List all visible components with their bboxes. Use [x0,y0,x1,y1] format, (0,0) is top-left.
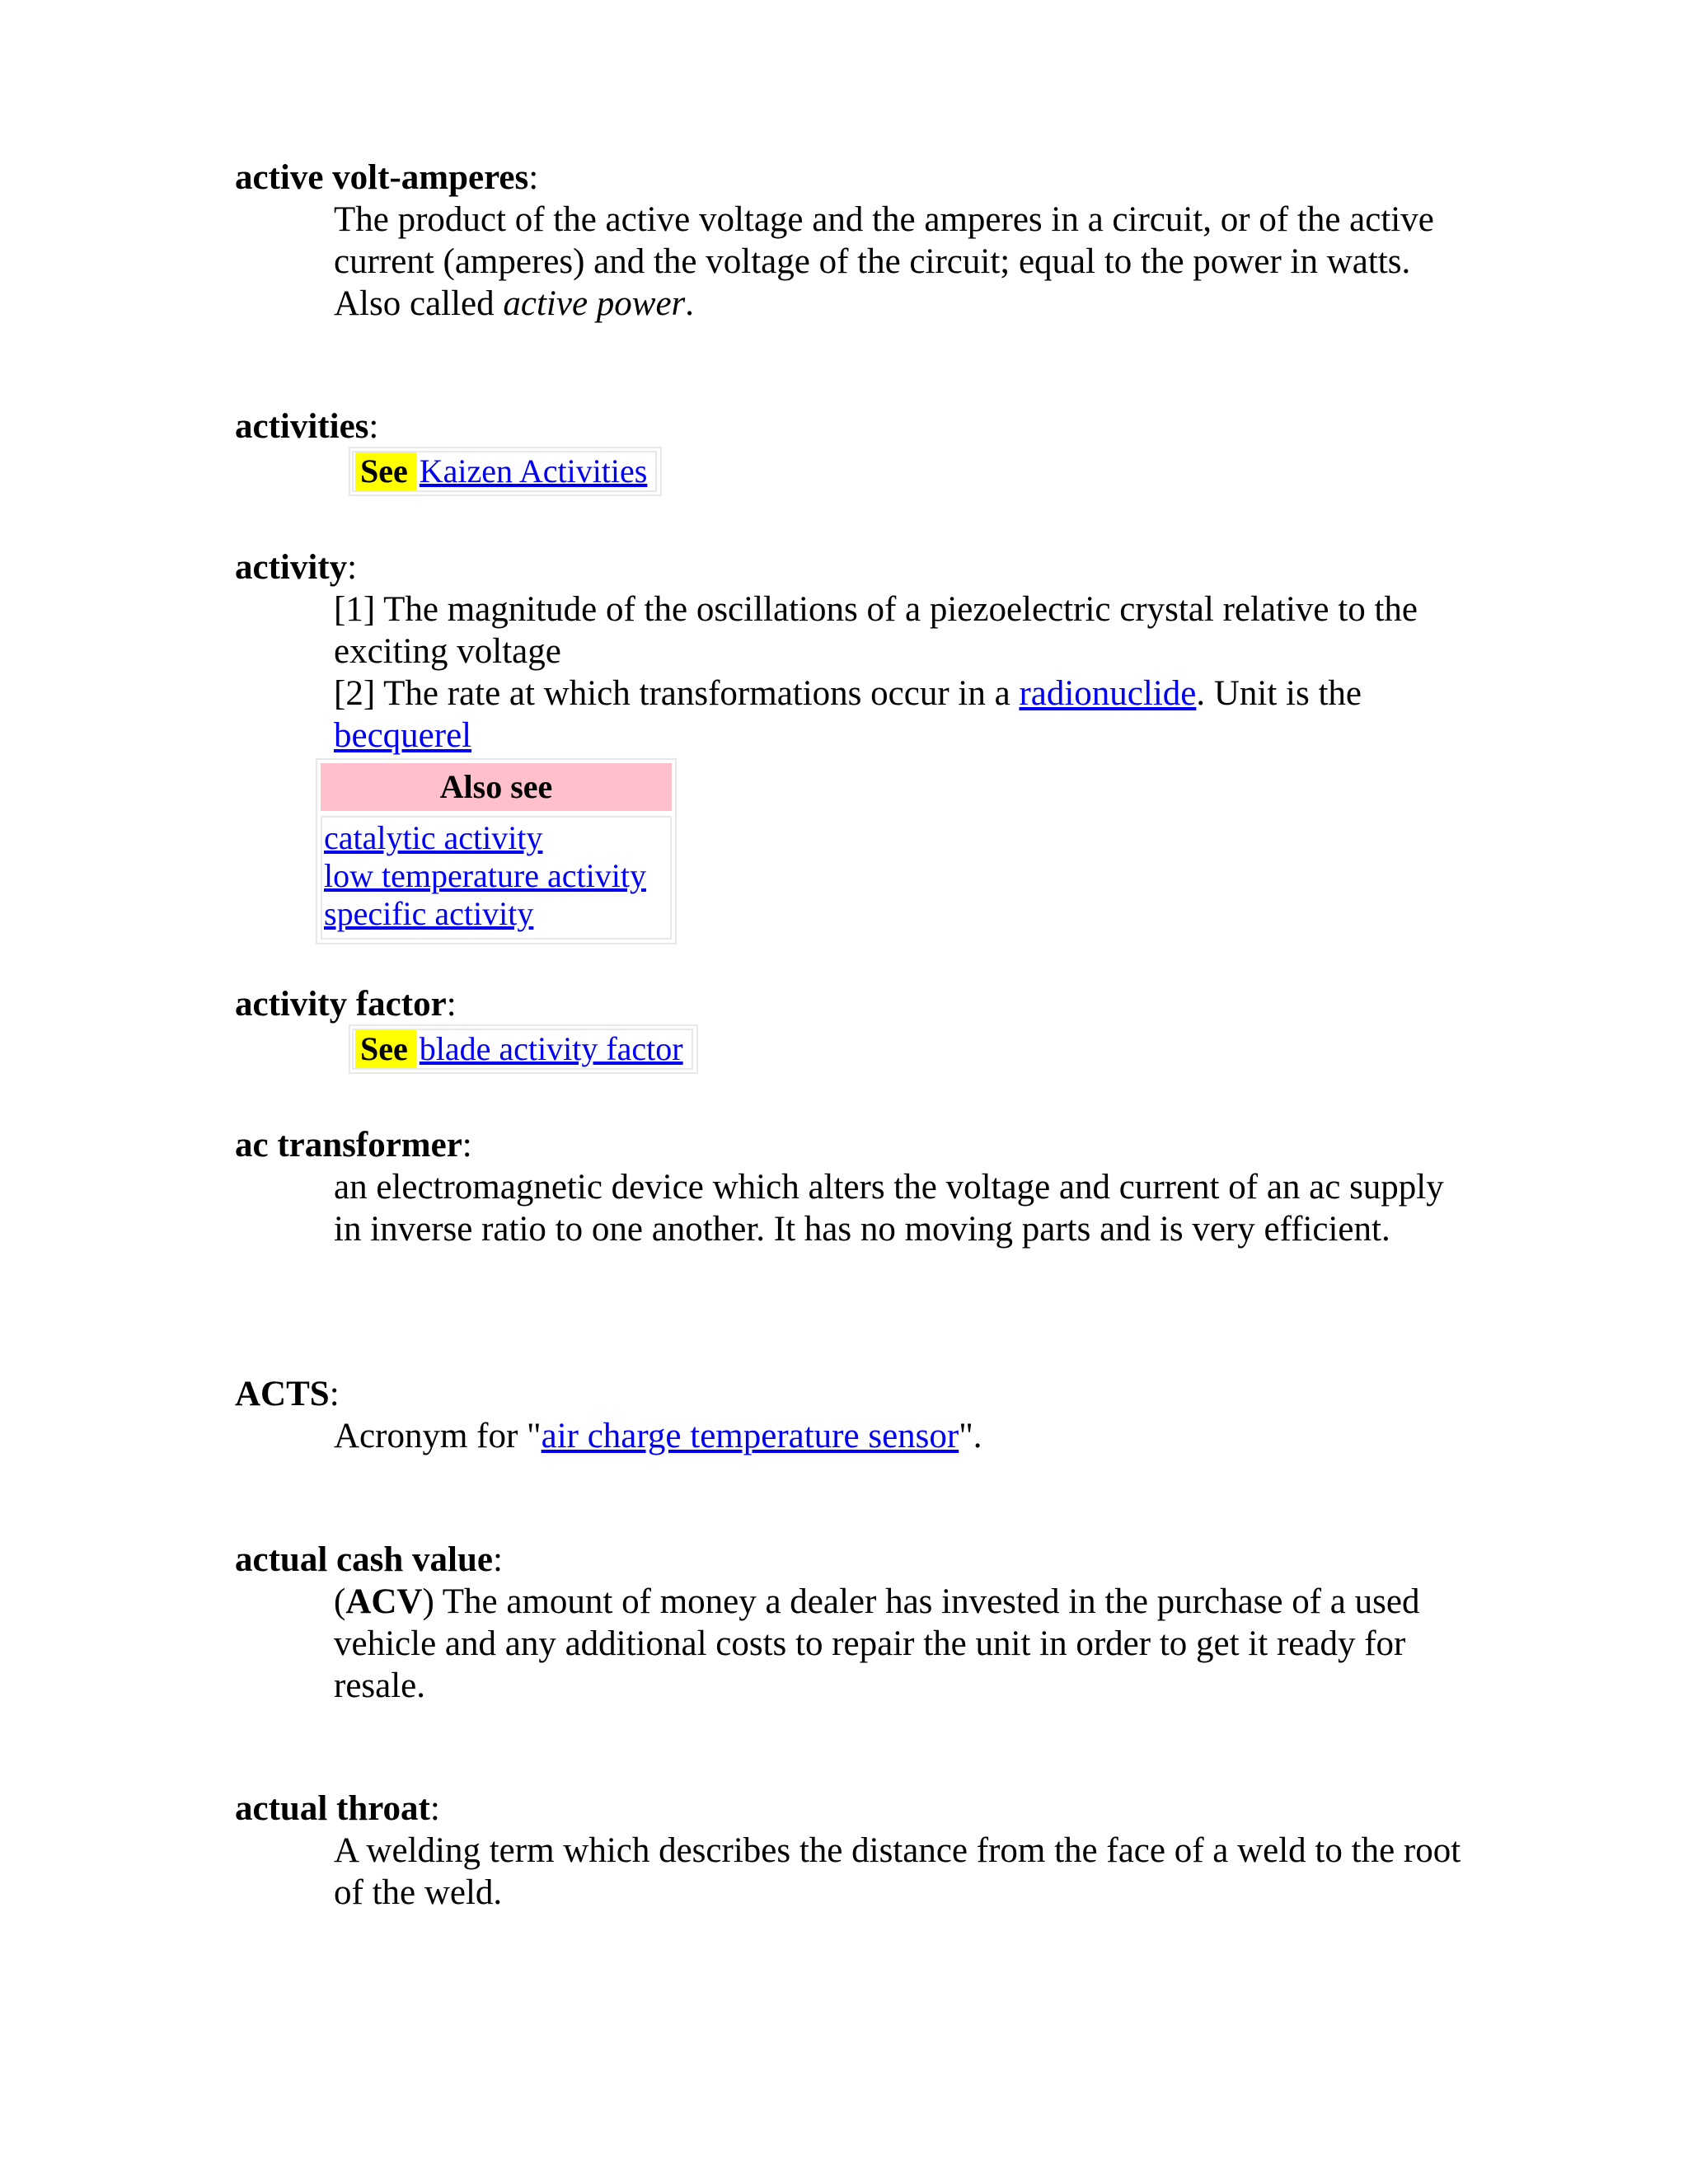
term-activities [235,405,378,448]
definition-acts [334,1415,1471,1457]
term-colon: : [446,985,457,1024]
term-label: actual throat [235,1789,430,1828]
definition-activity [334,588,1471,757]
term-actual-cash-value [235,1539,503,1581]
term-acts [235,1373,340,1415]
see-label: See [355,1030,416,1068]
definition-text: [2] The rate at which transformations occur in a [334,674,1020,713]
also-see-link-catalytic-activity[interactable]: catalytic activity [324,819,543,856]
term-label: activities [235,407,369,446]
also-see-box [316,758,677,944]
term-label: activity [235,548,348,587]
term-colon: : [492,1540,503,1579]
term-ac-transformer [235,1124,472,1166]
definition-text: ". [959,1417,982,1455]
also-see-list [321,816,672,940]
term-label: ACTS [235,1375,330,1413]
see-reference-cell [352,1029,693,1070]
definition-actual-throat: A welding term which describes the distance from the face of a weld to the root of the weld. [334,1831,1461,1912]
term-colon: : [347,548,358,587]
definition-text: ( [334,1582,346,1621]
definition-text: Acronym for " [334,1417,542,1455]
definition-acronym: ACV [345,1582,423,1621]
term-label: ac transformer [235,1126,462,1165]
term-actual-throat [235,1788,440,1830]
also-see-heading: Also see [321,763,672,811]
definition-active-volt-amperes [334,199,1471,325]
term-active-volt-amperes [235,157,538,199]
see-reference-activity-factor [349,1024,698,1074]
term-colon: : [368,407,379,446]
see-link-blade-activity-factor[interactable]: blade activity factor [419,1030,683,1067]
term-label: actual cash value [235,1540,493,1579]
term-activity [235,546,357,588]
term-colon: : [429,1789,440,1828]
see-link-kaizen-activities[interactable]: Kaizen Activities [419,452,648,490]
term-label: activity factor [235,985,447,1024]
term-colon: : [329,1375,340,1413]
link-radionuclide[interactable]: radionuclide [1019,674,1197,713]
term-colon: : [528,158,539,197]
definition-sense-1: [1] The magnitude of the oscillations of a piezoelectric crystal relative to the exciting voltage [334,590,1418,671]
also-see-link-specific-activity[interactable]: specific activity [324,895,534,932]
definition-ac-transformer: an electromagnetic device which alters the voltage and current of an ac supply in inverse ratio to one another. It has no moving parts and is very efficient. [334,1168,1444,1249]
definition-sense-2 [334,673,1471,757]
link-becquerel[interactable]: becquerel [334,716,472,755]
term-colon: : [462,1126,472,1165]
definition-text: The product of the active voltage and the amperes in a circuit, or of the active current (amperes) and the voltage of the circuit; equal to the power in watts. Also called [334,200,1434,323]
term-label: active volt-amperes [235,158,529,197]
term-activity-factor [235,983,457,1025]
link-air-charge-temperature-sensor[interactable]: air charge temperature sensor [541,1417,959,1455]
see-label: See [355,452,416,490]
definition-actual-cash-value [334,1581,1471,1707]
definition-tail: . [685,284,695,323]
definition-text: . Unit is the [1196,674,1362,713]
see-reference-cell [352,451,657,492]
definition-text: ) The amount of money a dealer has invested in the purchase of a used vehicle and any additional costs to repair the unit in order to get it ready for resale. [334,1582,1420,1705]
also-see-link-low-temperature-activity[interactable]: low temperature activity [324,857,646,894]
definition-emphasis: active power [503,284,686,323]
see-reference-activities [349,447,662,496]
